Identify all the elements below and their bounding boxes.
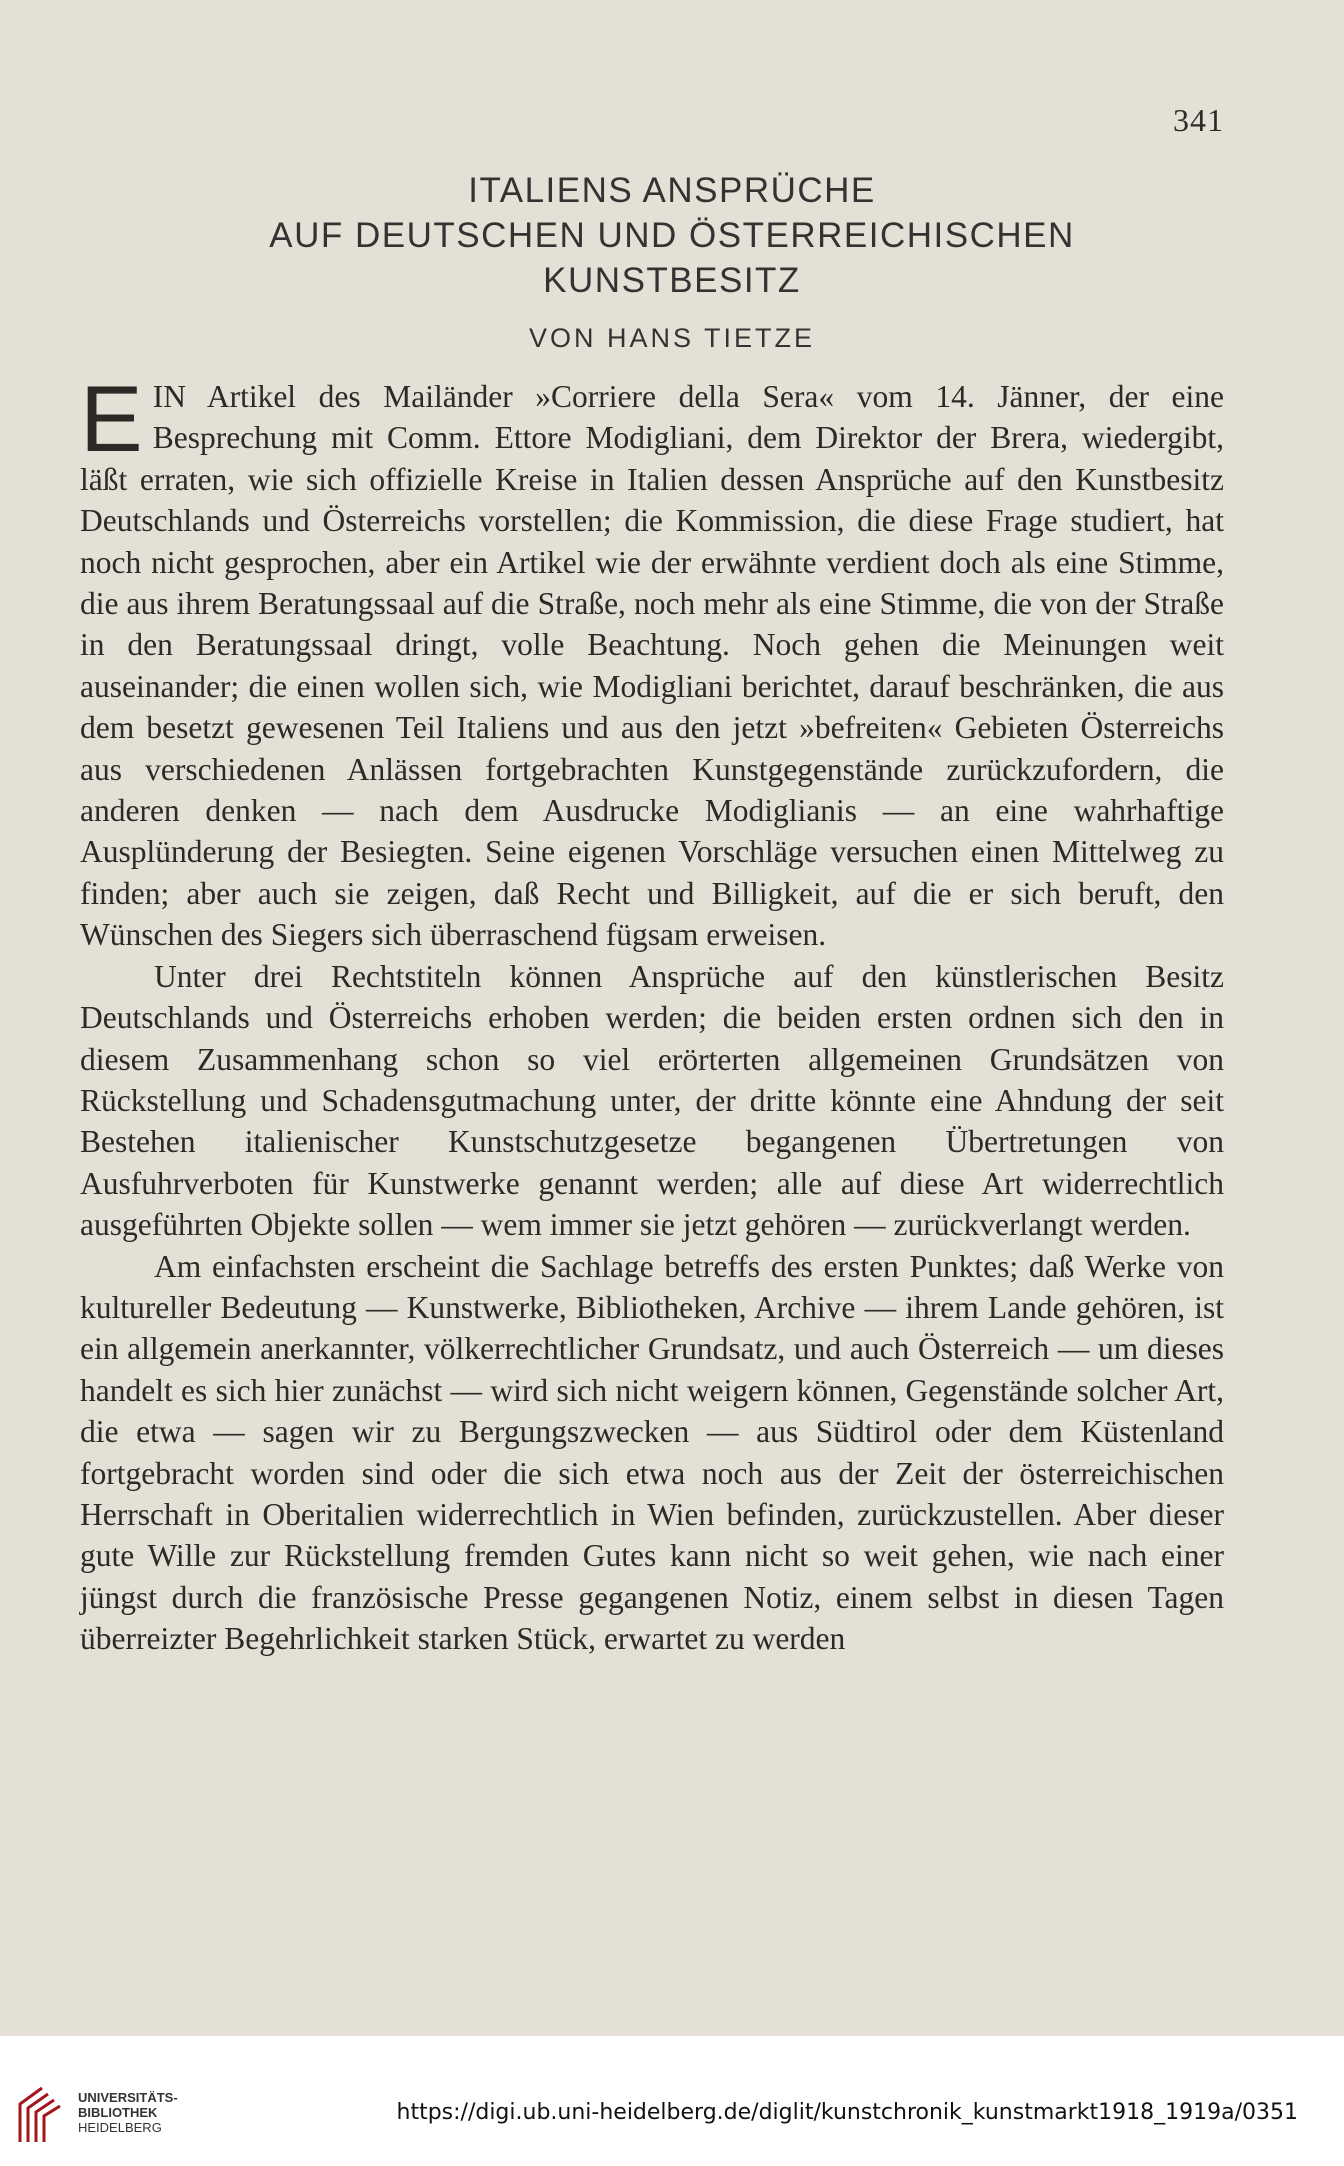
paragraph-3: Am einfachsten erscheint die Sachlage betreffs des ersten Punktes; daß Werke von kultureller Bedeutung — Kunstwerke, Bibliotheken, Archive — ihrem Lande gehören, ist ein allgemein anerkannter, völkerrechtlicher Grundsatz, und auch Österreich — um dieses handelt es sich hier zunächst — wird sich nicht weigern können, Gegenstände solcher Art, die etwa — sagen wir zu Bergungszwecken — aus Südtirol oder dem Küstenland fortgebracht worden sind oder die sich etwa noch aus der Zeit der österreichischen Herrschaft in Oberitalien widerrechtlich in Wien befinden, zurückzustellen. Aber dieser gute Wille zur Rückstellung fremden Gutes kann nicht so weit gehen, wie nach einer jüngst durch die französische Presse gegangenen Notiz, einem selbst in diesen Tagen überreizter Begehrlichkeit starken Stück, erwartet zu werden [80, 1248, 1224, 1657]
title-line-2: AUF DEUTSCHEN UND ÖSTERREICHISCHEN [269, 216, 1075, 255]
paragraph-1-text: Artikel des Mailänder »Corriere della Sera« vom 14. Jänner, der eine Besprechung mit Comm. Ettore Modigliani, dem Direktor der Brera, wiedergibt, läßt erraten, wie sich offizielle Kreise in Italien dessen Ansprüche auf den Kunstbesitz Deutschlands und Österreichs vorstellen; die Kommission, die diese Frage studiert, hat noch nicht gesprochen, aber ein Artikel wie der erwähnte verdient doch als eine Stimme, die aus ihrem Beratungssaal auf die Straße, noch mehr als eine Stimme, die von der Straße in den Beratungssaal dringt, volle Beachtung. Noch gehen die Meinungen weit auseinander; die einen wollen sich, wie Modigliani berichtet, darauf beschränken, die aus dem besetzt gewesenen Teil Italiens und aus den jetzt »befreiten« Gebieten Österreichs aus verschiedenen Anlässen fortgebrachten Kunstgegenstände zurückzufordern, die anderen denken — nach dem Ausdrucke Modiglianis — an eine wahrhaftige Ausplünderung der Besiegten. Seine eigenen Vorschläge versuchen einen Mittelweg zu finden; aber auch sie zeigen, daß Recht und Billigkeit, auf die er sich beruft, den Wünschen des Siegers sich überraschend fügsam erweisen. [80, 379, 1224, 953]
lead-word: IN [152, 379, 186, 414]
title-line-3: KUNSTBESITZ [543, 261, 801, 300]
library-footer [0, 2036, 1344, 2166]
drop-cap: E [80, 366, 143, 471]
title-line-1: ITALIENS ANSPRÜCHE [468, 171, 876, 210]
library-name: UNIVERSITÄTS- BIBLIOTHEK HEIDELBERG [78, 2090, 178, 2135]
source-url[interactable]: https://digi.ub.uni-heidelberg.de/diglit/kunstchronik_kunstmarkt1918_1919a/0351 [396, 2100, 1298, 2125]
page-number: 341 [1173, 102, 1224, 138]
author-line: VON HANS TIETZE [528, 323, 816, 353]
library-logo-icon [14, 2084, 70, 2144]
article-heading [0, 168, 1344, 354]
paragraph-1 [80, 366, 1224, 956]
paragraph-2: Unter drei Rechtstiteln können Ansprüche auf den künstlerischen Besitz Deutschlands und Österreichs erhoben werden; die beiden ersten ordnen sich den in diesem Zusammenhang schon so viel erörterten allgemeinen Grundsätzen von Rückstellung und Schadensgutmachung unter, der dritte könnte eine Ahndung der seit Bestehen italienischer Kunstschutzgesetze begangenen Übertretungen von Ausfuhrverboten für Kunstwerke genannt werden; alle auf diese Art widerrechtlich ausgeführten Objekte sollen — wem immer sie jetzt gehören — zurückverlangt werden. [80, 958, 1224, 1243]
article-body [80, 366, 1224, 1660]
